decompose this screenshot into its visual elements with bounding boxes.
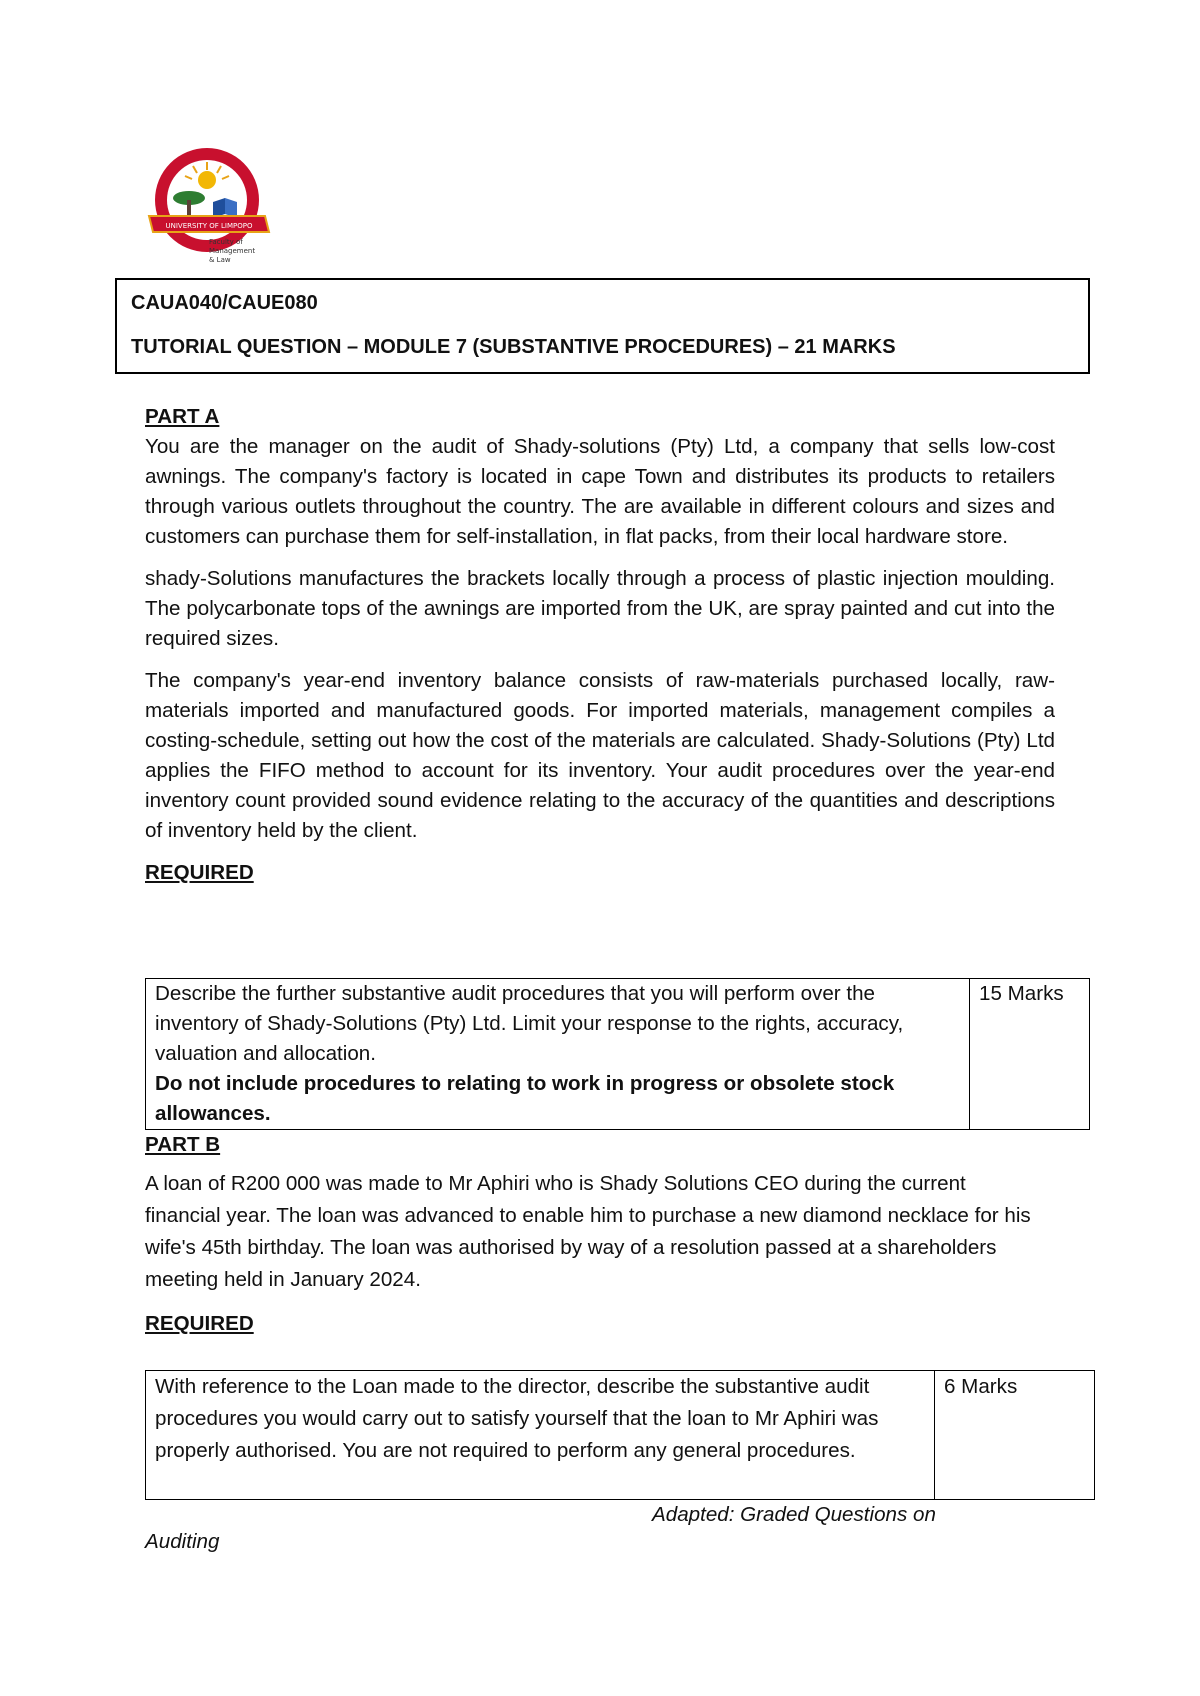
part-a-question-cell <box>146 979 970 1130</box>
course-code: CAUA040/CAUE080 <box>131 292 318 314</box>
part-b-question-cell <box>146 1371 935 1500</box>
part-a-paragraph-3: The company's year-end inventory balance consists of raw-materials purchased locally, raw-materials imported and manufactured goods. For imported materials, management compiles a costing-schedule, setting out how the cost of the materials are calculated. Shady-Solutions (Pty) Ltd applies the FIFO method to account for its inventory. Your audit procedures over the year-end inventory count provided sound evidence relating to the accuracy of the quantities and descriptions of inventory held by the client. <box>145 669 1055 842</box>
university-crest-icon <box>145 140 295 268</box>
part-b-section <box>145 1130 1045 1340</box>
table-row <box>146 1371 1095 1500</box>
logo-tag-line-3: & Law <box>209 256 231 264</box>
part-a-heading: PART A <box>145 405 220 428</box>
part-a-required-label: REQUIRED <box>145 861 254 884</box>
sun-icon <box>198 171 216 189</box>
part-b-paragraph: A loan of R200 000 was made to Mr Aphiri who is Shady Solutions CEO during the current financial year. The loan was advanced to enable him to purchase a new diamond necklace for his wife's 45th birthday. The loan was authorised by way of a resolution passed at a shareholders meeting held in January 2024. <box>145 1172 1031 1291</box>
logo-tag-line-2: Management <box>209 247 256 255</box>
part-b-marks: 6 Marks <box>935 1371 1095 1500</box>
logo-tag-line-1: Faculty of <box>209 238 243 246</box>
part-b-question-text: With reference to the Loan made to the director, describe the substantive audit procedures you would carry out to satisfy yourself that the loan to Mr Aphiri was properly authorised. You are not required to perform any general procedures. <box>155 1375 879 1462</box>
part-b-required-label: REQUIRED <box>145 1312 254 1335</box>
university-logo <box>145 140 295 268</box>
part-a-question-table <box>145 978 1090 1130</box>
citation-line-1: Adapted: Graded Questions on <box>652 1503 936 1526</box>
part-b-question-table <box>145 1370 1095 1500</box>
part-a-section <box>145 402 1055 888</box>
table-row <box>146 979 1090 1130</box>
part-b-heading: PART B <box>145 1133 221 1156</box>
part-a-question-note: Do not include procedures to relating to work in progress or obsolete stock allowances. <box>155 1072 895 1125</box>
part-a-question-text: Describe the further substantive audit procedures that you will perform over the inventory of Shady-Solutions (Pty) Ltd. Limit your response to the rights, accuracy, valuation and allocation. <box>155 982 904 1065</box>
tutorial-title: TUTORIAL QUESTION – MODULE 7 (SUBSTANTIVE PROCEDURES) – 21 MARKS <box>131 336 896 358</box>
citation-line-2: Auditing <box>145 1530 220 1553</box>
part-a-paragraph-1: You are the manager on the audit of Shady-solutions (Pty) Ltd, a company that sells low-cost awnings. The company's factory is located in cape Town and distributes its products to retailers through various outlets throughout the country. The are available in different colours and sizes and customers can purchase them for self-installation, in flat packs, from their local hardware store. <box>145 435 1055 548</box>
title-box <box>115 278 1090 374</box>
part-a-paragraph-2: shady-Solutions manufactures the brackets locally through a process of plastic injection moulding. The polycarbonate tops of the awnings are imported from the UK, are spray painted and cut into the required sizes. <box>145 567 1055 650</box>
logo-ring-text: UNIVERSITY OF LIMPOPO <box>165 222 253 230</box>
part-a-marks: 15 Marks <box>970 979 1090 1130</box>
